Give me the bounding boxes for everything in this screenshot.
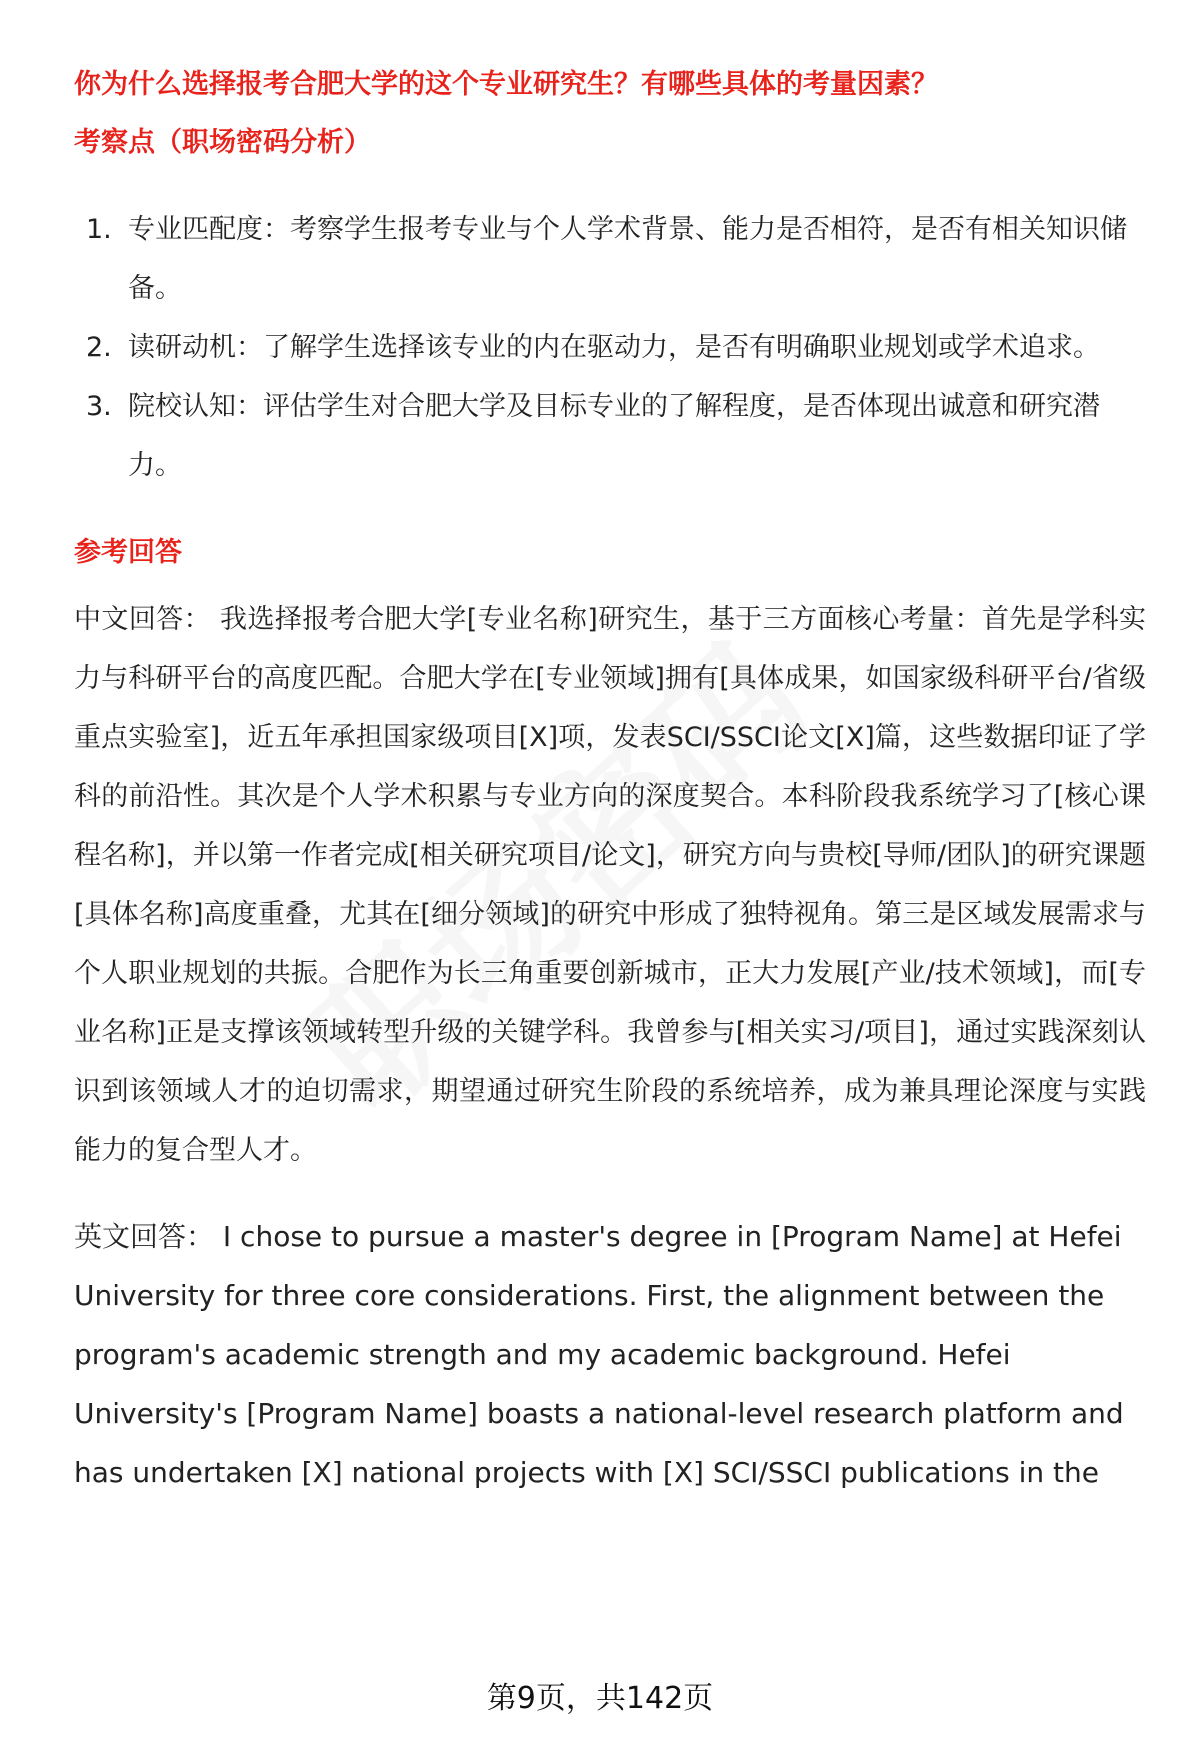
list-item-number: 3. (86, 391, 112, 422)
answer-chinese: 中文回答： 我选择报考合肥大学[专业名称]研究生，基于三方面核心考量：首先是学科实力与科研平台的高度匹配。合肥大学在[专业领域]拥有[具体成果，如国家级科研平台/省级重点实验室]，近五年承担国家级项目[X]项，发表SCI/SSCI论文[X]篇，这些数据印证了学科的前沿性。其次是个人学术积累与专业方向的深度契合。本科阶段我系统学习了[核心课程名称]，并以第一作者完成[相关研究项目/论文]，研究方向与贵校[导师/团队]的研究课题[具体名称]高度重叠，尤其在[细分领域]的研究中形成了独特视角。第三是区域发展需求与个人职业规划的共振。合肥作为长三角重要创新城市，正大力发展[产业/技术领域]，而[专业名称]正是支撑该领域转型升级的关键学科。我曾参与[相关实习/项目]，通过实践深刻认识到该领域人才的迫切需求，期望通过研究生阶段的系统培养，成为兼具理论深度与实践能力的复合型人才。 (74, 604, 1146, 1166)
list-item-number: 2. (86, 332, 112, 363)
list-item-text: 院校认知：评估学生对合肥大学及目标专业的了解程度，是否体现出诚意和研究潜力。 (128, 391, 1100, 481)
examine-points-list (74, 200, 1146, 495)
page-number-footer: 第9页，共142页 (486, 1681, 714, 1716)
question-title: 你为什么选择报考合肥大学的这个专业研究生？有哪些具体的考量因素？ (74, 69, 938, 100)
list-item (74, 200, 1146, 318)
answer-english: 英文回答： I chose to pursue a master's degree in [Program Name] at Hefei University for three core considerations. First, the alignment between the program's academic strength and my academic background. Hefei University's [Program Name] boasts a national-level research platform and has undertaken [X] national projects with [X] SCI/SSCI publications in the (74, 1220, 1124, 1489)
list-item-number: 1. (86, 214, 112, 245)
list-item-text: 读研动机：了解学生选择该专业的内在驱动力，是否有明确职业规划或学术追求。 (128, 332, 1100, 363)
list-item-text: 专业匹配度：考察学生报考专业与个人学术背景、能力是否相符，是否有相关知识储备。 (128, 214, 1127, 304)
section-heading-examine: 考察点（职场密码分析） (74, 127, 371, 158)
section-heading-answer: 参考回答 (74, 537, 182, 568)
list-item (74, 318, 1146, 377)
list-item (74, 377, 1146, 495)
